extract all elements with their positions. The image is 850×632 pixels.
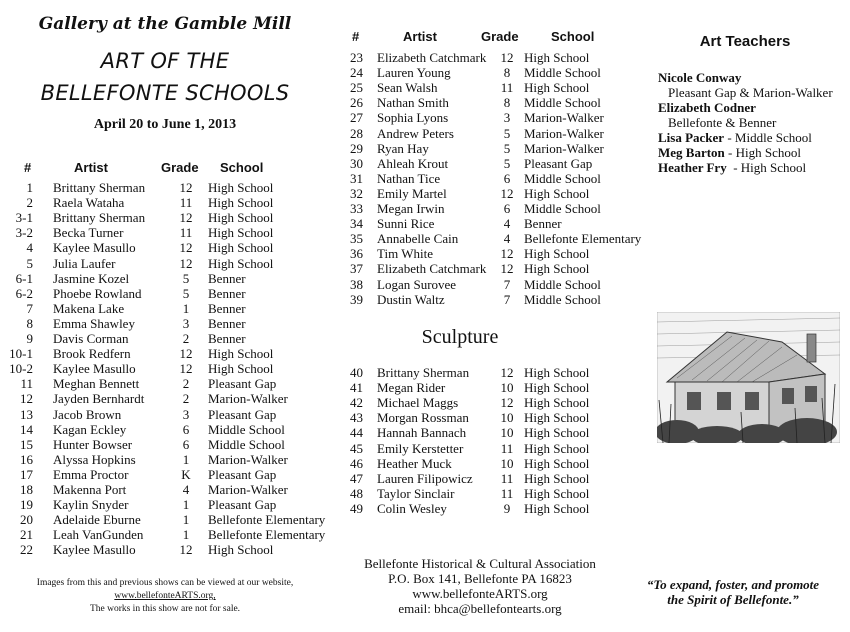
num-cell: 48 <box>350 485 363 501</box>
num-cell: 25 <box>350 80 363 96</box>
title-line-2: BELLEFONTE SCHOOLS <box>40 81 290 105</box>
school-cell: High School <box>524 80 590 96</box>
num-cell: 22 <box>20 542 33 558</box>
school-cell: Pleasant Gap <box>524 155 593 171</box>
artist-cell: Nathan Tice <box>377 170 441 186</box>
grade-cell: 6 <box>503 170 511 186</box>
artist-cell: Brittany Sherman <box>377 365 470 380</box>
num-cell: 39 <box>350 291 363 307</box>
school-cell: Middle School <box>524 65 601 81</box>
teacher-school: - Middle School <box>724 130 812 145</box>
artist-cell: Adelaide Eburne <box>53 512 141 528</box>
grade-cell: 11 <box>500 485 514 501</box>
num-cell: 21 <box>20 527 33 543</box>
school-cell: Pleasant Gap <box>208 466 277 482</box>
artist-cell: Lauren Young <box>377 65 451 81</box>
artist-cell: Logan Surovee <box>377 276 457 292</box>
school-cell: Marion-Walker <box>524 140 604 156</box>
artist-cell: Jacob Brown <box>53 406 122 422</box>
school-cell: Pleasant Gap <box>208 376 277 392</box>
artist-cell: Raela Wataha <box>53 195 125 211</box>
school-cell: High School <box>524 485 590 501</box>
num-cell: 33 <box>350 201 363 216</box>
grade-cell: 12 <box>179 240 193 256</box>
num-cell: 28 <box>350 125 363 141</box>
artist-cell: Heather Muck <box>377 455 452 471</box>
teacher-name: Heather Fry <box>658 160 727 175</box>
school-cell: Middle School <box>524 291 601 307</box>
artist-cell: Sunni Rice <box>377 216 435 232</box>
artist-cell: Brittany Sherman <box>53 210 146 226</box>
association-email[interactable]: email: bhca@bellefontearts.org <box>398 601 562 616</box>
school-cell: Marion-Walker <box>208 482 288 497</box>
grade-cell: 5 <box>503 125 511 141</box>
teacher-entry <box>658 160 806 175</box>
grade-cell: 10 <box>500 380 514 396</box>
teacher-name: Nicole Conway <box>658 70 742 85</box>
num-cell: 30 <box>350 155 363 171</box>
school-cell: High School <box>524 261 590 277</box>
teacher-entry <box>658 100 756 115</box>
col-grade-header: Grade <box>161 160 199 175</box>
school-cell: Benner <box>208 315 246 331</box>
num-cell: 12 <box>20 391 33 407</box>
grade-cell: 10 <box>500 455 514 471</box>
school-cell: High School <box>208 225 274 241</box>
artist-cell: Hannah Bannach <box>377 425 467 441</box>
school-cell: High School <box>524 185 590 201</box>
school-cell: High School <box>524 365 590 380</box>
school-cell: High School <box>208 361 274 377</box>
teacher-entry <box>658 130 812 145</box>
school-cell: Benner <box>208 285 246 301</box>
num-cell: 16 <box>20 451 33 467</box>
artist-cell: Morgan Rossman <box>377 410 469 426</box>
grade-cell: 11 <box>179 225 193 241</box>
num-cell: 34 <box>350 216 363 232</box>
num-cell: 3-1 <box>15 210 33 226</box>
num-cell: 14 <box>20 421 33 437</box>
artist-cell: Makenna Port <box>53 482 127 497</box>
teacher-name: Lisa Packer <box>658 130 725 145</box>
artist-cell: Michael Maggs <box>377 395 459 411</box>
col-grade-header-2: Grade <box>481 29 519 44</box>
school-cell: High School <box>208 240 274 256</box>
artist-cell: Lauren Filipowicz <box>377 470 473 486</box>
artist-cell: Megan Irwin <box>377 201 445 216</box>
artist-cell: Jayden Bernhardt <box>53 391 145 407</box>
grade-cell: 8 <box>503 65 511 81</box>
school-cell: Marion-Walker <box>208 391 288 407</box>
teacher-name: Meg Barton <box>658 145 725 160</box>
artist-cell: Leah VanGunden <box>53 527 144 543</box>
num-cell: 5 <box>26 255 33 271</box>
artist-cell: Kaylee Masullo <box>53 542 136 558</box>
gallery-name: Gallery at the Gamble Mill <box>38 14 292 34</box>
artist-cell: Tim White <box>377 246 433 262</box>
artist-cell: Sean Walsh <box>377 80 438 96</box>
grade-cell: 12 <box>500 185 514 201</box>
school-cell: High School <box>208 542 274 558</box>
grade-cell: 12 <box>500 246 514 262</box>
artist-cell: Phoebe Rowland <box>53 285 142 301</box>
association-website[interactable]: www.bellefonteARTS.org <box>412 586 548 601</box>
grade-cell: 12 <box>179 346 193 362</box>
grade-cell: 11 <box>179 195 193 211</box>
artist-cell: Emily Martel <box>377 185 447 201</box>
grade-cell: K <box>181 466 191 482</box>
association-name: Bellefonte Historical & Cultural Association <box>364 556 596 571</box>
school-cell: High School <box>524 425 590 441</box>
website-link[interactable]: www.bellefonteARTS.org, <box>114 591 216 601</box>
school-cell: High School <box>208 346 274 362</box>
school-cell: High School <box>524 500 590 516</box>
num-cell: 10-2 <box>9 361 33 377</box>
teacher-entry <box>658 70 741 85</box>
not-for-sale-note: The works in this show are not for sale. <box>89 604 241 614</box>
col-artist-header: Artist <box>74 160 108 175</box>
artist-cell: Elizabeth Catchmark <box>377 261 487 277</box>
artist-cell: Julia Laufer <box>53 255 116 271</box>
school-cell: Middle School <box>524 170 601 186</box>
grade-cell: 4 <box>503 216 511 232</box>
school-cell: High School <box>524 246 590 262</box>
sculpture-heading: Sculpture <box>421 326 499 348</box>
website-note <box>0 577 330 616</box>
artist-cell: Jasmine Kozel <box>53 270 130 286</box>
artist-cell: Makena Lake <box>53 300 125 316</box>
num-cell: 44 <box>350 425 363 441</box>
building-sketch-image <box>657 312 840 443</box>
school-cell: Bellefonte Elementary <box>524 231 642 247</box>
artist-cell: Ahleah Krout <box>377 155 449 171</box>
artist-cell: Hunter Bowser <box>53 436 133 452</box>
grade-cell: 3 <box>503 110 511 126</box>
artist-cell: Emma Proctor <box>53 466 129 482</box>
teacher-name: Elizabeth Codner <box>658 100 756 115</box>
artist-cell: Nathan Smith <box>377 95 449 111</box>
num-cell: 19 <box>20 497 33 513</box>
school-cell: High School <box>524 380 590 396</box>
grade-cell: 6 <box>182 436 190 452</box>
col-num-header-2: # <box>352 29 360 44</box>
num-cell: 4 <box>26 240 33 256</box>
num-cell: 2 <box>26 195 33 211</box>
school-cell: Pleasant Gap <box>208 406 277 422</box>
grade-cell: 12 <box>500 261 514 277</box>
num-cell: 49 <box>350 500 363 516</box>
num-cell: 43 <box>350 410 363 426</box>
school-cell: High School <box>524 410 590 426</box>
grade-cell: 6 <box>503 201 511 216</box>
num-cell: 9 <box>26 331 33 346</box>
grade-cell: 3 <box>182 315 190 331</box>
num-cell: 29 <box>350 140 363 156</box>
grade-cell: 12 <box>179 210 193 226</box>
num-cell: 38 <box>350 276 363 292</box>
school-cell: Benner <box>208 331 246 346</box>
grade-cell: 5 <box>503 155 511 171</box>
num-cell: 13 <box>20 406 33 422</box>
grade-cell: 5 <box>182 285 190 301</box>
artist-cell: Emily Kerstetter <box>377 440 464 456</box>
num-cell: 27 <box>350 110 363 126</box>
school-cell: Middle School <box>208 421 285 437</box>
num-cell: 6-1 <box>15 270 33 286</box>
title-line-1: ART OF THE <box>100 49 230 73</box>
school-cell: High School <box>208 255 274 271</box>
grade-cell: 8 <box>503 95 511 111</box>
grade-cell: 2 <box>182 391 190 407</box>
artist-cell: Dustin Waltz <box>377 291 445 307</box>
school-cell: High School <box>524 470 590 486</box>
show-dates: April 20 to June 1, 2013 <box>93 117 237 132</box>
artist-cell: Brittany Sherman <box>53 180 146 195</box>
teacher-school: Pleasant Gap & Marion-Walker <box>668 85 833 100</box>
grade-cell: 11 <box>500 80 514 96</box>
motto-line-1: “To expand, foster, and promote <box>646 577 820 592</box>
teacher-school: - High School <box>726 160 807 175</box>
num-cell: 1 <box>26 180 33 195</box>
num-cell: 15 <box>20 436 33 452</box>
grade-cell: 12 <box>179 542 193 558</box>
grade-cell: 11 <box>500 470 514 486</box>
grade-cell: 5 <box>503 140 511 156</box>
grade-cell: 3 <box>182 406 190 422</box>
num-cell: 18 <box>20 482 33 497</box>
school-cell: Benner <box>524 216 562 232</box>
num-cell: 24 <box>350 65 363 81</box>
col-artist-header-2: Artist <box>403 29 437 44</box>
artist-cell: Megan Rider <box>377 380 446 396</box>
artist-cell: Kaylee Masullo <box>53 361 136 377</box>
grade-cell: 7 <box>503 276 511 292</box>
artist-cell: Meghan Bennett <box>53 376 140 392</box>
num-cell: 23 <box>350 50 363 65</box>
artist-cell: Becka Turner <box>53 225 124 241</box>
motto <box>618 577 848 607</box>
school-cell: Marion-Walker <box>524 125 604 141</box>
col-num-header: # <box>24 160 32 175</box>
num-cell: 32 <box>350 185 363 201</box>
artist-cell: Elizabeth Catchmark <box>377 50 487 65</box>
teacher-entry <box>658 145 801 160</box>
artist-cell: Kagan Eckley <box>53 421 127 437</box>
grade-cell: 12 <box>500 50 514 65</box>
school-cell: High School <box>208 210 274 226</box>
num-cell: 11 <box>20 376 33 392</box>
artist-cell: Sophia Lyons <box>377 110 449 126</box>
grade-cell: 10 <box>500 410 514 426</box>
school-cell: High School <box>524 455 590 471</box>
num-cell: 20 <box>20 512 33 528</box>
teacher-school: Bellefonte & Benner <box>668 115 777 130</box>
school-cell: Middle School <box>524 201 601 216</box>
school-cell: Bellefonte Elementary <box>208 527 326 543</box>
grade-cell: 7 <box>503 291 511 307</box>
artist-cell: Alyssa Hopkins <box>53 451 136 467</box>
num-cell: 42 <box>350 395 363 411</box>
school-cell: Benner <box>208 300 246 316</box>
school-cell: High School <box>208 180 274 195</box>
artist-cell: Brook Redfern <box>53 346 131 362</box>
grade-cell: 5 <box>182 270 190 286</box>
grade-cell: 1 <box>182 512 190 528</box>
num-cell: 37 <box>350 261 363 277</box>
num-cell: 17 <box>20 466 33 482</box>
num-cell: 45 <box>350 440 363 456</box>
school-cell: Pleasant Gap <box>208 497 277 513</box>
grade-cell: 12 <box>500 395 514 411</box>
num-cell: 10-1 <box>9 346 33 362</box>
grade-cell: 4 <box>503 231 511 247</box>
school-cell: High School <box>524 50 590 65</box>
artist-cell: Ryan Hay <box>377 140 429 156</box>
grade-cell: 9 <box>503 500 511 516</box>
num-cell: 8 <box>26 315 33 331</box>
grade-cell: 11 <box>500 440 514 456</box>
grade-cell: 1 <box>182 451 190 467</box>
school-cell: Marion-Walker <box>524 110 604 126</box>
grade-cell: 1 <box>182 527 190 543</box>
num-cell: 31 <box>350 170 363 186</box>
grade-cell: 2 <box>182 331 190 346</box>
num-cell: 6-2 <box>15 285 33 301</box>
motto-line-2: the Spirit of Bellefonte.” <box>667 592 799 607</box>
school-cell: Benner <box>208 270 246 286</box>
teachers-heading: Art Teachers <box>699 33 791 50</box>
artist-cell: Andrew Peters <box>377 125 454 141</box>
grade-cell: 1 <box>182 300 190 316</box>
grade-cell: 12 <box>179 361 193 377</box>
website-note-line: Images from this and previous shows can be viewed at our website, <box>36 578 294 588</box>
grade-cell: 12 <box>179 180 193 195</box>
grade-cell: 2 <box>182 376 190 392</box>
grade-cell: 6 <box>182 421 190 437</box>
num-cell: 3-2 <box>15 225 33 241</box>
artist-cell: Colin Wesley <box>377 500 447 516</box>
grade-cell: 12 <box>179 255 193 271</box>
school-cell: High School <box>208 195 274 211</box>
school-cell: Middle School <box>524 276 601 292</box>
num-cell: 40 <box>350 365 363 380</box>
artist-cell: Davis Corman <box>53 331 129 346</box>
num-cell: 7 <box>26 300 33 316</box>
artist-cell: Kaylin Snyder <box>53 497 129 513</box>
association-address: P.O. Box 141, Bellefonte PA 16823 <box>388 571 572 586</box>
school-cell: Bellefonte Elementary <box>208 512 326 528</box>
num-cell: 41 <box>350 380 363 396</box>
artist-cell: Kaylee Masullo <box>53 240 136 256</box>
num-cell: 36 <box>350 246 363 262</box>
grade-cell: 12 <box>500 365 514 380</box>
artist-cell: Taylor Sinclair <box>377 485 455 501</box>
school-cell: Marion-Walker <box>208 451 288 467</box>
grade-cell: 1 <box>182 497 190 513</box>
school-cell: High School <box>524 395 590 411</box>
artist-cell: Emma Shawley <box>53 315 135 331</box>
num-cell: 26 <box>350 95 363 111</box>
association-contact <box>345 556 615 616</box>
num-cell: 46 <box>350 455 363 471</box>
artist-cell: Annabelle Cain <box>377 231 459 247</box>
col-school-header-2: School <box>551 29 595 44</box>
school-cell: High School <box>524 440 590 456</box>
school-cell: Middle School <box>524 95 601 111</box>
teacher-school: - High School <box>724 145 801 160</box>
num-cell: 47 <box>350 470 363 486</box>
num-cell: 35 <box>350 231 363 247</box>
grade-cell: 4 <box>182 482 190 497</box>
col-school-header: School <box>220 160 264 175</box>
school-cell: Middle School <box>208 436 285 452</box>
grade-cell: 10 <box>500 425 514 441</box>
